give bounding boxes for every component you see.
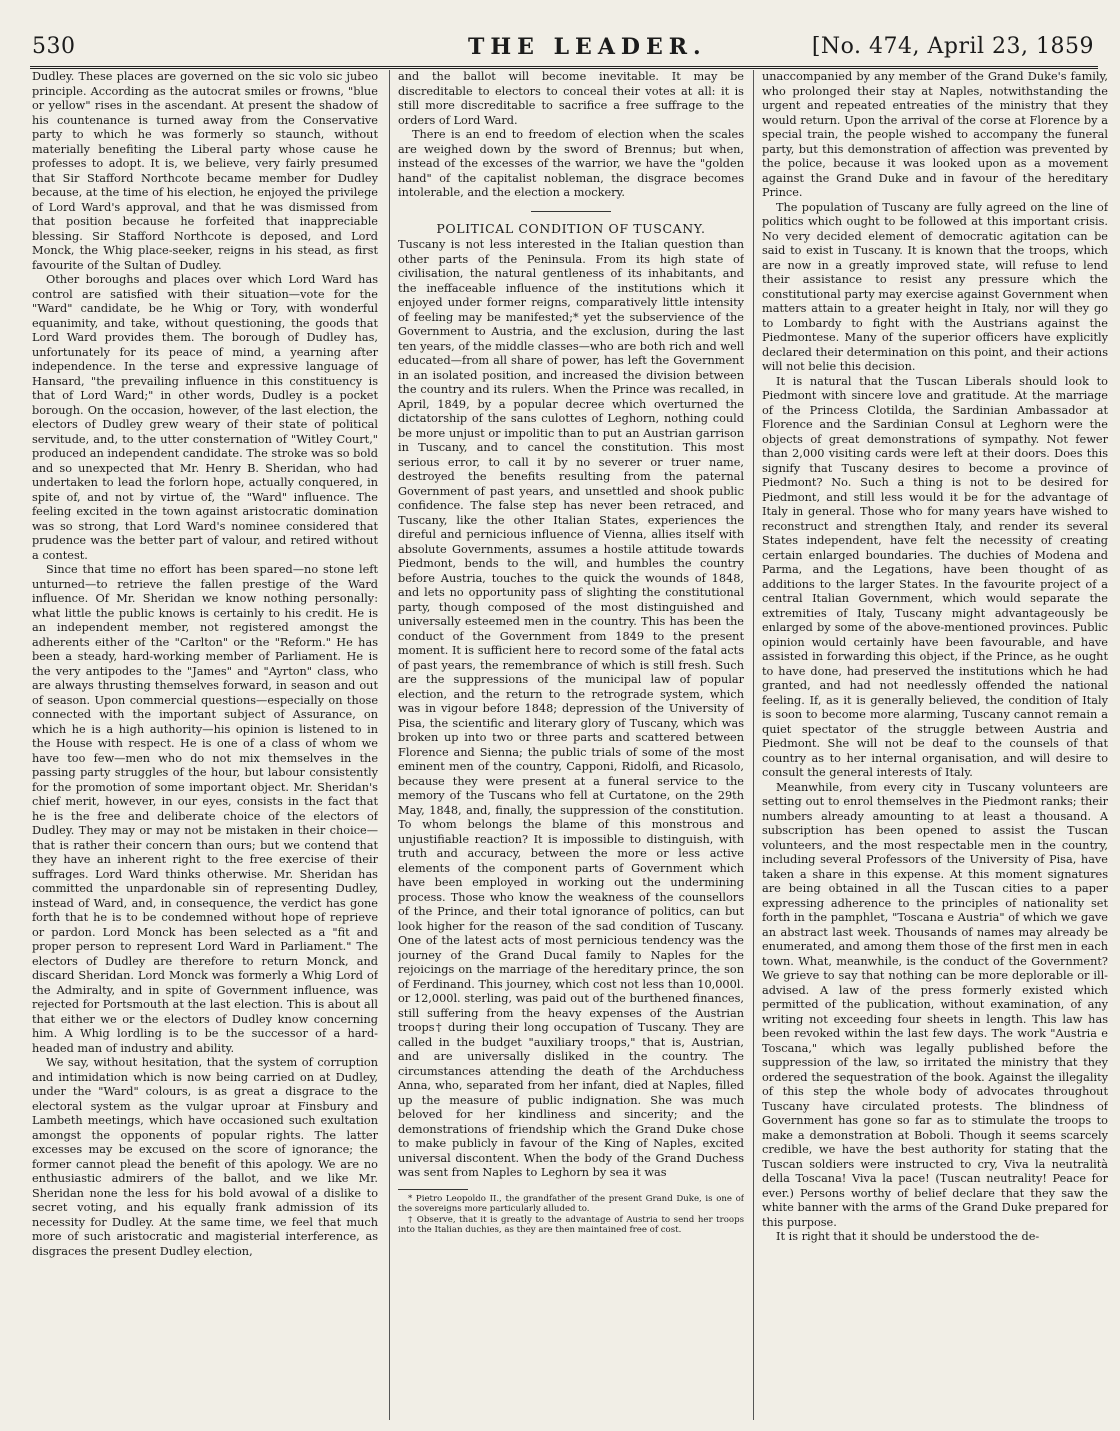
article-paragraph: Since that time no effort has been spared—no stone left unturned—to retrieve the fallen prestige of the Ward influence. Of Mr. Sheridan we know nothing personally: what little the public knows is certainly to his credit. He is an independent member, not registered amongst the adherents either of the "Carlton" or the "Reform." He has been a steady, hard-working member of Parliament. He is the very antipodes to the "James" and "Ayrton" class, who are always thrusting themselves forward, in season and out of season. Upon commercial questions—especially on those connected with the important subject of Assurance, on which he is a high authority—his opinion is listened to in the House with respect. He is one of a class of whom we have too few—men who do not mix themselves in the passing party struggles of the hour, but labour consistently for the promotion of some important object. Mr. Sheridan's chief merit, however, in our eyes, consists in the fact that he is the free and deliberate choice of the electors of Dudley. They may or may not be mistaken in their choice—that is rather their concern than ours; but we contend that they have an inherent right to the free exercise of their suffrages. Lord Ward thinks otherwise. Mr. Sheridan has committed the unpardonable sin of representing Dudley, instead of Ward, and, in consequence, the verdict has gone forth that he is to be condemned without hope of reprieve or pardon. Lord Monck has been selected as a "fit and proper person to represent Lord Ward in Parliament." The electors of Dudley are therefore to return Monck, and discard Sheridan. Lord Monck was formerly a Whig Lord of the Admiralty, and in spite of Government influence, was rejected for Portsmouth at the last election. This is about all that either we or the electors of Dudley know concerning him. A Whig lordling is to be the successor of a hard-headed man of industry and ability. (32, 563, 378, 1055)
article-paragraph: and the ballot will become inevitable. It may be discreditable to electors to conceal their votes at all: it is still more discreditable to sacrifice a free suffrage to the orders of Lord Ward. (398, 70, 744, 127)
footnote: * Pietro Leopoldo II., the grandfather of the present Grand Duke, is one of the sovereigns more particularly alluded to. (398, 1193, 744, 1214)
column-divider (753, 70, 754, 1420)
article-paragraph: unaccompanied by any member of the Grand Duke's family, who prolonged their stay at Naples, notwithstanding the urgent and repeated entreaties of the ministry that they would return. Upon the arrival of the corse at Florence by a special train, the people wished to accompany the funeral party, but this demonstration of affection was prevented by the police, because it was looked upon as a movement against the Grand Duke and in favour of the hereditary Prince. (762, 70, 1108, 199)
article-paragraph: The population of Tuscany are fully agreed on the line of politics which ought to be followed at this important crisis. No very decided element of democratic agitation can be said to exist in Tuscany. It is known that the troops, which are now in a greatly improved state, will refuse to lend their assistance to resist any pressure which the constitutional party may exercise against Government when matters attain to a greater height in Italy, nor will they go to Lombardy to fight with the Austrians against the Piedmontese. Many of the superior officers have explicitly declared their determination on this point, and their actions will not belie this decision. (762, 200, 1108, 373)
article-paragraph: Dudley. These places are governed on the sic volo sic jubeo principle. According as the autocrat smiles or frowns, "blue or yellow" rises in the ascendant. At present the shadow of his countenance is turned away from the Conservative party to which he was formerly so staunch, without materially benefiting the Liberal party whose cause he professes to adopt. It is, we believe, very fairly presumed that Sir Stafford Northcote became member for Dudley because, at the time of his election, he enjoyed the privilege of Lord Ward's approval, and that he was dismissed from that position because he forfeited that inappreciable blessing. Sir Stafford Northcote is deposed, and Lord Monck, the Whig place-seeker, reigns in his stead, as first favourite of the Sultan of Dudley. (32, 70, 378, 272)
column-1 (32, 70, 378, 1420)
article-paragraph: It is natural that the Tuscan Liberals should look to Piedmont with sincere love and gratitude. At the marriage of the Princess Clotilda, the Sardinian Ambassador at Florence and the Sardinian Consul at Leghorn were the objects of great demonstrations of sympathy. Not fewer than 2,000 visiting cards were left at their doors. Does this signify that Tuscany desires to become a province of Piedmont? No. Such a thing is not to be desired for Piedmont, and still less would it be for the advantage of Italy in general. Those who for many years have wished to reconstruct and strengthen Italy, and render its several States independent, have felt the necessity of creating certain enlarged boundaries. The duchies of Modena and Parma, and the Legations, have been thought of as additions to the larger States. In the favourite project of a central Italian Government, which would separate the extremities of Italy, Tuscany might advantageously be enlarged by some of the above-mentioned provinces. Public opinion would certainly have been favourable, and have assisted in forwarding this object, if the Prince, as he ought to have done, had preserved the institutions which he had granted, and had not needlessly offended the national feeling. If, as it is generally believed, the condition of Italy is soon to become more alarming, Tuscany cannot remain a quiet spectator of the struggle between Austria and Piedmont. She will not be deaf to the counsels of that country as to her internal organisation, and will desire to consult the general interests of Italy. (762, 374, 1108, 779)
page-number: 530 (32, 34, 76, 59)
article-paragraph: Meanwhile, from every city in Tuscany volunteers are setting out to enrol themselves in the Piedmont ranks; their numbers already amounting to at least a thousand. A subscription has been opened to assist the Tuscan volunteers, and the most respectable men in the country, including several Professors of the University of Pisa, have taken a share in this expense. At this moment signatures are being obtained in all the Tuscan cities to a paper expressing adherence to the principles of nationality set forth in the pamphlet, "Toscana e Austria" of which we gave an abstract last week. Thousands of names may already be enumerated, and among them those of the first men in each town. What, meanwhile, is the conduct of the Government? We grieve to say that nothing can be more deplorable or ill-advised. A law of the press formerly existed which permitted of the publication, without examination, of any writing not exceeding four sheets in length. This law has been revoked within the last few days. The work "Austria e Toscana," which was legally published before the suppression of the law, so irritated the ministry that they ordered the sequestration of the book. Against the illegality of this step the whole body of advocates throughout Tuscany have circulated protests. The blindness of Government has gone so far as to stimulate the troops to make a demonstration at Boboli. Though it seems scarcely credible, we have the best authority for stating that the Tuscan soldiers were instructed to cry, Viva la neutralità della Toscana! Viva la pace! (Tuscan neutrality! Peace for ever.) Persons worthy of belief declare that they saw the white banner with the arms of the Grand Duke prepared for this purpose. (762, 780, 1108, 1229)
article-heading: POLITICAL CONDITION OF TUSCANY. (436, 220, 706, 236)
column-2 (398, 70, 744, 1420)
footnote: † Observe, that it is greatly to the advantage of Austria to send her troops into the Italian duchies, as they are then maintained free of cost. (398, 1214, 744, 1235)
section-divider (531, 211, 611, 212)
article-paragraph: Tuscany is not less interested in the Italian question than other parts of the Peninsula. From its high state of civilisation, the natural gentleness of its inhabitants, and the ineffaceable influence of the institutions which it enjoyed under former reigns, comparatively little intensity of feeling may be manifested;* yet the subservience of the Government to Austria, and the exclusion, during the last ten years, of the middle classes—who are both rich and well educated—from all share of power, has left the Government in an isolated position, and increased the division between the country and its rulers. When the Prince was recalled, in April, 1849, by a popular decree which overturned the dictatorship of the sans culottes of Leghorn, nothing could be more unjust or impolitic than to put an Austrian garrison in Tuscany, and to cancel the constitution. This most serious error, to call it by no severer or truer name, destroyed the benefits resulting from the paternal Government of past years, and unsettled and shook public confidence. The false step has never been retraced, and Tuscany, like the other Italian States, experiences the direful and pernicious influence of Vienna, allies itself with absolute Governments, assumes a hostile attitude towards Piedmont, bends to the will, and humbles the country before Austria, touches to the quick the wounds of 1848, and lets no opportunity pass of slighting the constitutional party, though composed of the most distinguished and universally esteemed men in the country. This has been the conduct of the Government from 1849 to the present moment. It is sufficient here to record some of the fatal acts of past years, the remembrance of which is still fresh. Such are the suppressions of the municipal law of popular election, and the return to the retrograde system, which was in vigour before 1848; depression of the University of Pisa, the scientific and literary glory of Tuscany, which was broken up into two or three parts and scattered between Florence and Sienna; the public trials of some of the most eminent men of the country, Capponi, Ridolfi, and Ricasolo, because they were present at a funeral service to the memory of the Tuscans who fell at Curtatone, on the 29th May, 1848, and, finally, the suppression of the constitution. To whom belongs the blame of this monstrous and unjustifiable reaction? It is impossible to distinguish, with truth and accuracy, between the more or less active elements of the component parts of Government which have been employed in working out the undermining process. Those who know the weakness of the counsellors of the Prince, and their total ignorance of politics, can but look higher for the reason of the sad condition of Tuscany. One of the latest acts of most pernicious tendency was the journey of the Grand Ducal family to Naples for the rejoicings on the marriage of the hereditary prince, the son of Ferdinand. This journey, which cost not less than 10,000l. or 12,000l. sterling, was paid out of the burthened finances, still suffering from the heavy expenses of the Austrian troops† during their long occupation of Tuscany. They are called in the budget "auxiliary troops," that is, Austrian, and are universally disliked in the country. The circumstances attending the death of the Archduchess Anna, who, separated from her infant, died at Naples, filled up the measure of public indignation. She was much beloved for her kindliness and sincerity; and the demonstrations of friendship which the Grand Duke chose to make publicly in favour of the King of Naples, excited universal discontent. When the body of the Grand Duchess was sent from Naples to Leghorn by sea it was (398, 238, 744, 1179)
column-divider (389, 70, 390, 1420)
issue-date: [No. 474, April 23, 1859 (811, 34, 1094, 59)
footnote-divider (398, 1189, 468, 1190)
column-3 (762, 70, 1108, 1420)
article-paragraph: It is right that it should be understood the de- (776, 1230, 1040, 1243)
article-paragraph: There is an end to freedom of election when the scales are weighed down by the sword of Brennus; but when, instead of the excesses of the warrior, we have the "golden hand" of the capitalist nobleman, the disgrace becomes intolerable, and the election a mockery. (398, 128, 744, 199)
newspaper-title: THE LEADER. (468, 34, 707, 60)
article-paragraph: We say, without hesitation, that the system of corruption and intimidation which is now being carried on at Dudley, under the "Ward" colours, is as great a disgrace to the electoral system as the vulgar uproar at Finsbury and Lambeth meetings, which have occasioned such exultation amongst the opponents of popular rights. The latter excesses may be excused on the score of ignorance; the former cannot plead the benefit of this apology. We are no enthusiastic admirers of the ballot, and we like Mr. Sheridan none the less for his bold avowal of a dislike to secret voting, and his equally frank admission of its necessity for Dudley. At the same time, we feel that much more of such aristocratic and magisterial interference, as disgraces the present Dudley election, (32, 1056, 378, 1258)
masthead (30, 32, 1098, 69)
article-paragraph: Other boroughs and places over which Lord Ward has control are satisfied with their situation—vote for the "Ward" candidate, be he Whig or Tory, with wonderful equanimity, and take, without questioning, the goods that Lord Ward provides them. The borough of Dudley has, unfortunately for its peace of mind, a yearning after independence. In the terse and expressive language of Hansard, "the prevailing influence in this constituency is that of Lord Ward;" in other words, Dudley is a pocket borough. On the occasion, however, of the last election, the electors of Dudley grew weary of their state of political servitude, and, to the utter consternation of "Witley Court," produced an independent candidate. The stroke was so bold and so unexpected that Mr. Henry B. Sheridan, who had undertaken to lead the forlorn hope, actually conquered, in spite of, and not by virtue of, the "Ward" influence. The feeling excited in the town against aristocratic domination was so strong, that Lord Ward's nominee considered that prudence was the better part of valour, and retired without a contest. (32, 273, 378, 562)
